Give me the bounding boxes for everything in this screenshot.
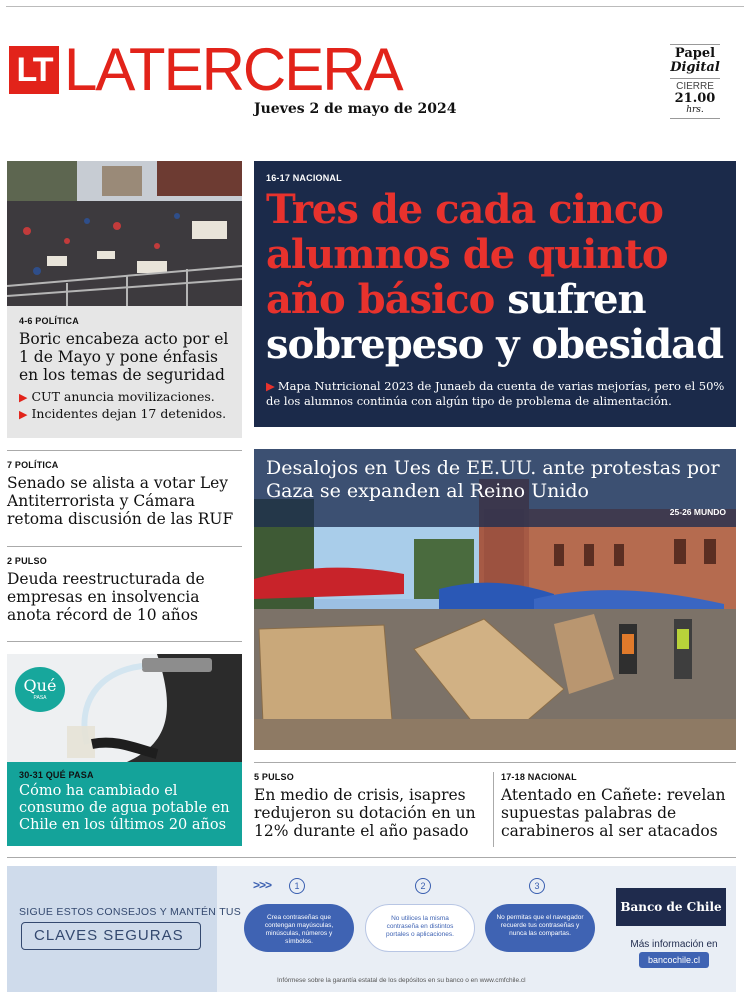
edition-time: 21.00 bbox=[674, 91, 716, 106]
deuda-headline[interactable]: Deuda reestructurada de empresas en insolvencia anota récord de 10 años bbox=[7, 570, 205, 624]
deuda-kicker: 2 PULSO bbox=[7, 556, 47, 566]
divider bbox=[254, 762, 736, 763]
top-rule bbox=[6, 6, 744, 7]
edition-line2: Digital bbox=[670, 61, 720, 79]
ad-tip-box: CLAVES SEGURAS bbox=[21, 922, 201, 950]
triangle-bullet-icon: ▶ bbox=[19, 391, 28, 404]
canete-headline[interactable]: Atentado en Cañete: revelan supuestas palabras de carabineros al ser atacados bbox=[501, 786, 726, 840]
step-number-2: 2 bbox=[415, 878, 431, 894]
main-headline-red: Tres de cada cinco alumnos de quinto año básico bbox=[266, 186, 668, 323]
step-3: No permitas que el navegador recuerde tus contraseñas y nunca las compartas. bbox=[485, 904, 595, 952]
main-story[interactable] bbox=[254, 161, 736, 427]
isapres-kicker: 5 PULSO bbox=[254, 772, 294, 782]
main-kicker: 16-17 NACIONAL bbox=[266, 173, 342, 183]
edition-badge bbox=[670, 44, 720, 119]
main-subtext: ▶ Mapa Nutricional 2023 de Junaeb da cuenta de varias mejorías, pero el 50% de los alumnos continúa con algún tipo de problema de alimentación. bbox=[266, 379, 725, 408]
canete-story[interactable] bbox=[501, 772, 737, 840]
divider bbox=[7, 450, 242, 451]
deuda-story[interactable] bbox=[7, 556, 242, 624]
campus-kicker: 25-26 MUNDO bbox=[669, 507, 726, 517]
ad-more-info: Más información en bbox=[630, 939, 718, 950]
ad-arrows-icon: >>> bbox=[253, 878, 272, 892]
column-divider bbox=[493, 772, 494, 847]
step-1: Crea contraseñas que contengan mayúsculas, minúsculas, números y símbolos. bbox=[244, 904, 354, 952]
logo-mark[interactable]: LT bbox=[9, 46, 59, 94]
campus-story[interactable] bbox=[254, 449, 736, 527]
ad-tip-line: SIGUE ESTOS CONSEJOS Y MANTÉN TUS bbox=[19, 906, 242, 918]
senado-kicker: 7 POLÍTICA bbox=[7, 460, 59, 470]
senado-headline[interactable]: Senado se alista a votar Ley Antiterrorista y Cámara retoma discusión de las RUF bbox=[7, 474, 234, 528]
bank-logo[interactable]: Banco de Chile bbox=[616, 888, 726, 926]
issue-date: Jueves 2 de mayo de 2024 bbox=[254, 101, 457, 117]
boric-kicker: 4-6 POLÍTICA bbox=[19, 316, 79, 326]
que-pasa-kicker: 30-31 QUÉ PASA bbox=[19, 770, 94, 780]
ad-legal: Infórmese sobre la garantía estatal de los depósitos en su banco o en www.cmfchile.cl bbox=[277, 977, 526, 984]
que-pasa-story[interactable] bbox=[7, 762, 242, 846]
bank-ad[interactable] bbox=[7, 866, 736, 992]
isapres-story[interactable] bbox=[254, 772, 486, 840]
main-headline-white: sufren sobrepeso y obesidad bbox=[266, 276, 724, 368]
triangle-bullet-icon: ▶ bbox=[266, 379, 275, 393]
divider bbox=[7, 641, 242, 642]
ad-url-link[interactable]: bancochile.cl bbox=[639, 952, 709, 968]
boric-story[interactable] bbox=[7, 306, 242, 438]
main-headline[interactable] bbox=[266, 187, 726, 367]
boric-headline[interactable]: Boric encabeza acto por el 1 de Mayo y pone énfasis en los temas de seguridad bbox=[19, 330, 229, 384]
canete-kicker: 17-18 NACIONAL bbox=[501, 772, 577, 782]
isapres-headline[interactable]: En medio de crisis, isapres redujeron su dotación en un 12% durante el año pasado bbox=[254, 786, 476, 840]
que-pasa-headline[interactable]: Cómo ha cambiado el consumo de agua potable en Chile en los últimos 20 años bbox=[19, 783, 230, 833]
edition-hrs: hrs. bbox=[686, 105, 704, 115]
march-photo bbox=[7, 161, 242, 306]
step-number-1: 1 bbox=[289, 878, 305, 894]
edition-line1: Papel bbox=[674, 46, 716, 61]
campus-headline[interactable]: Desalojos en Ues de EE.UU. ante protestas por Gaza se expanden al Reino Unido bbox=[266, 457, 720, 502]
boric-bullet-1: ▶ CUT anuncia movilizaciones. bbox=[19, 389, 215, 404]
logo-wordmark[interactable]: LATERCERA bbox=[64, 36, 402, 103]
step-2: No utilices la misma contraseña en distintos portales o aplicaciones. bbox=[365, 904, 475, 952]
que-pasa-logo[interactable]: Qué PASA bbox=[15, 667, 65, 712]
divider bbox=[7, 546, 242, 547]
senado-story[interactable] bbox=[7, 460, 242, 528]
boric-bullet-2: ▶ Incidentes dejan 17 detenidos. bbox=[19, 406, 227, 421]
step-number-3: 3 bbox=[529, 878, 545, 894]
divider bbox=[7, 857, 736, 858]
triangle-bullet-icon: ▶ bbox=[19, 408, 28, 421]
edition-line3: CIERRE bbox=[676, 81, 714, 92]
